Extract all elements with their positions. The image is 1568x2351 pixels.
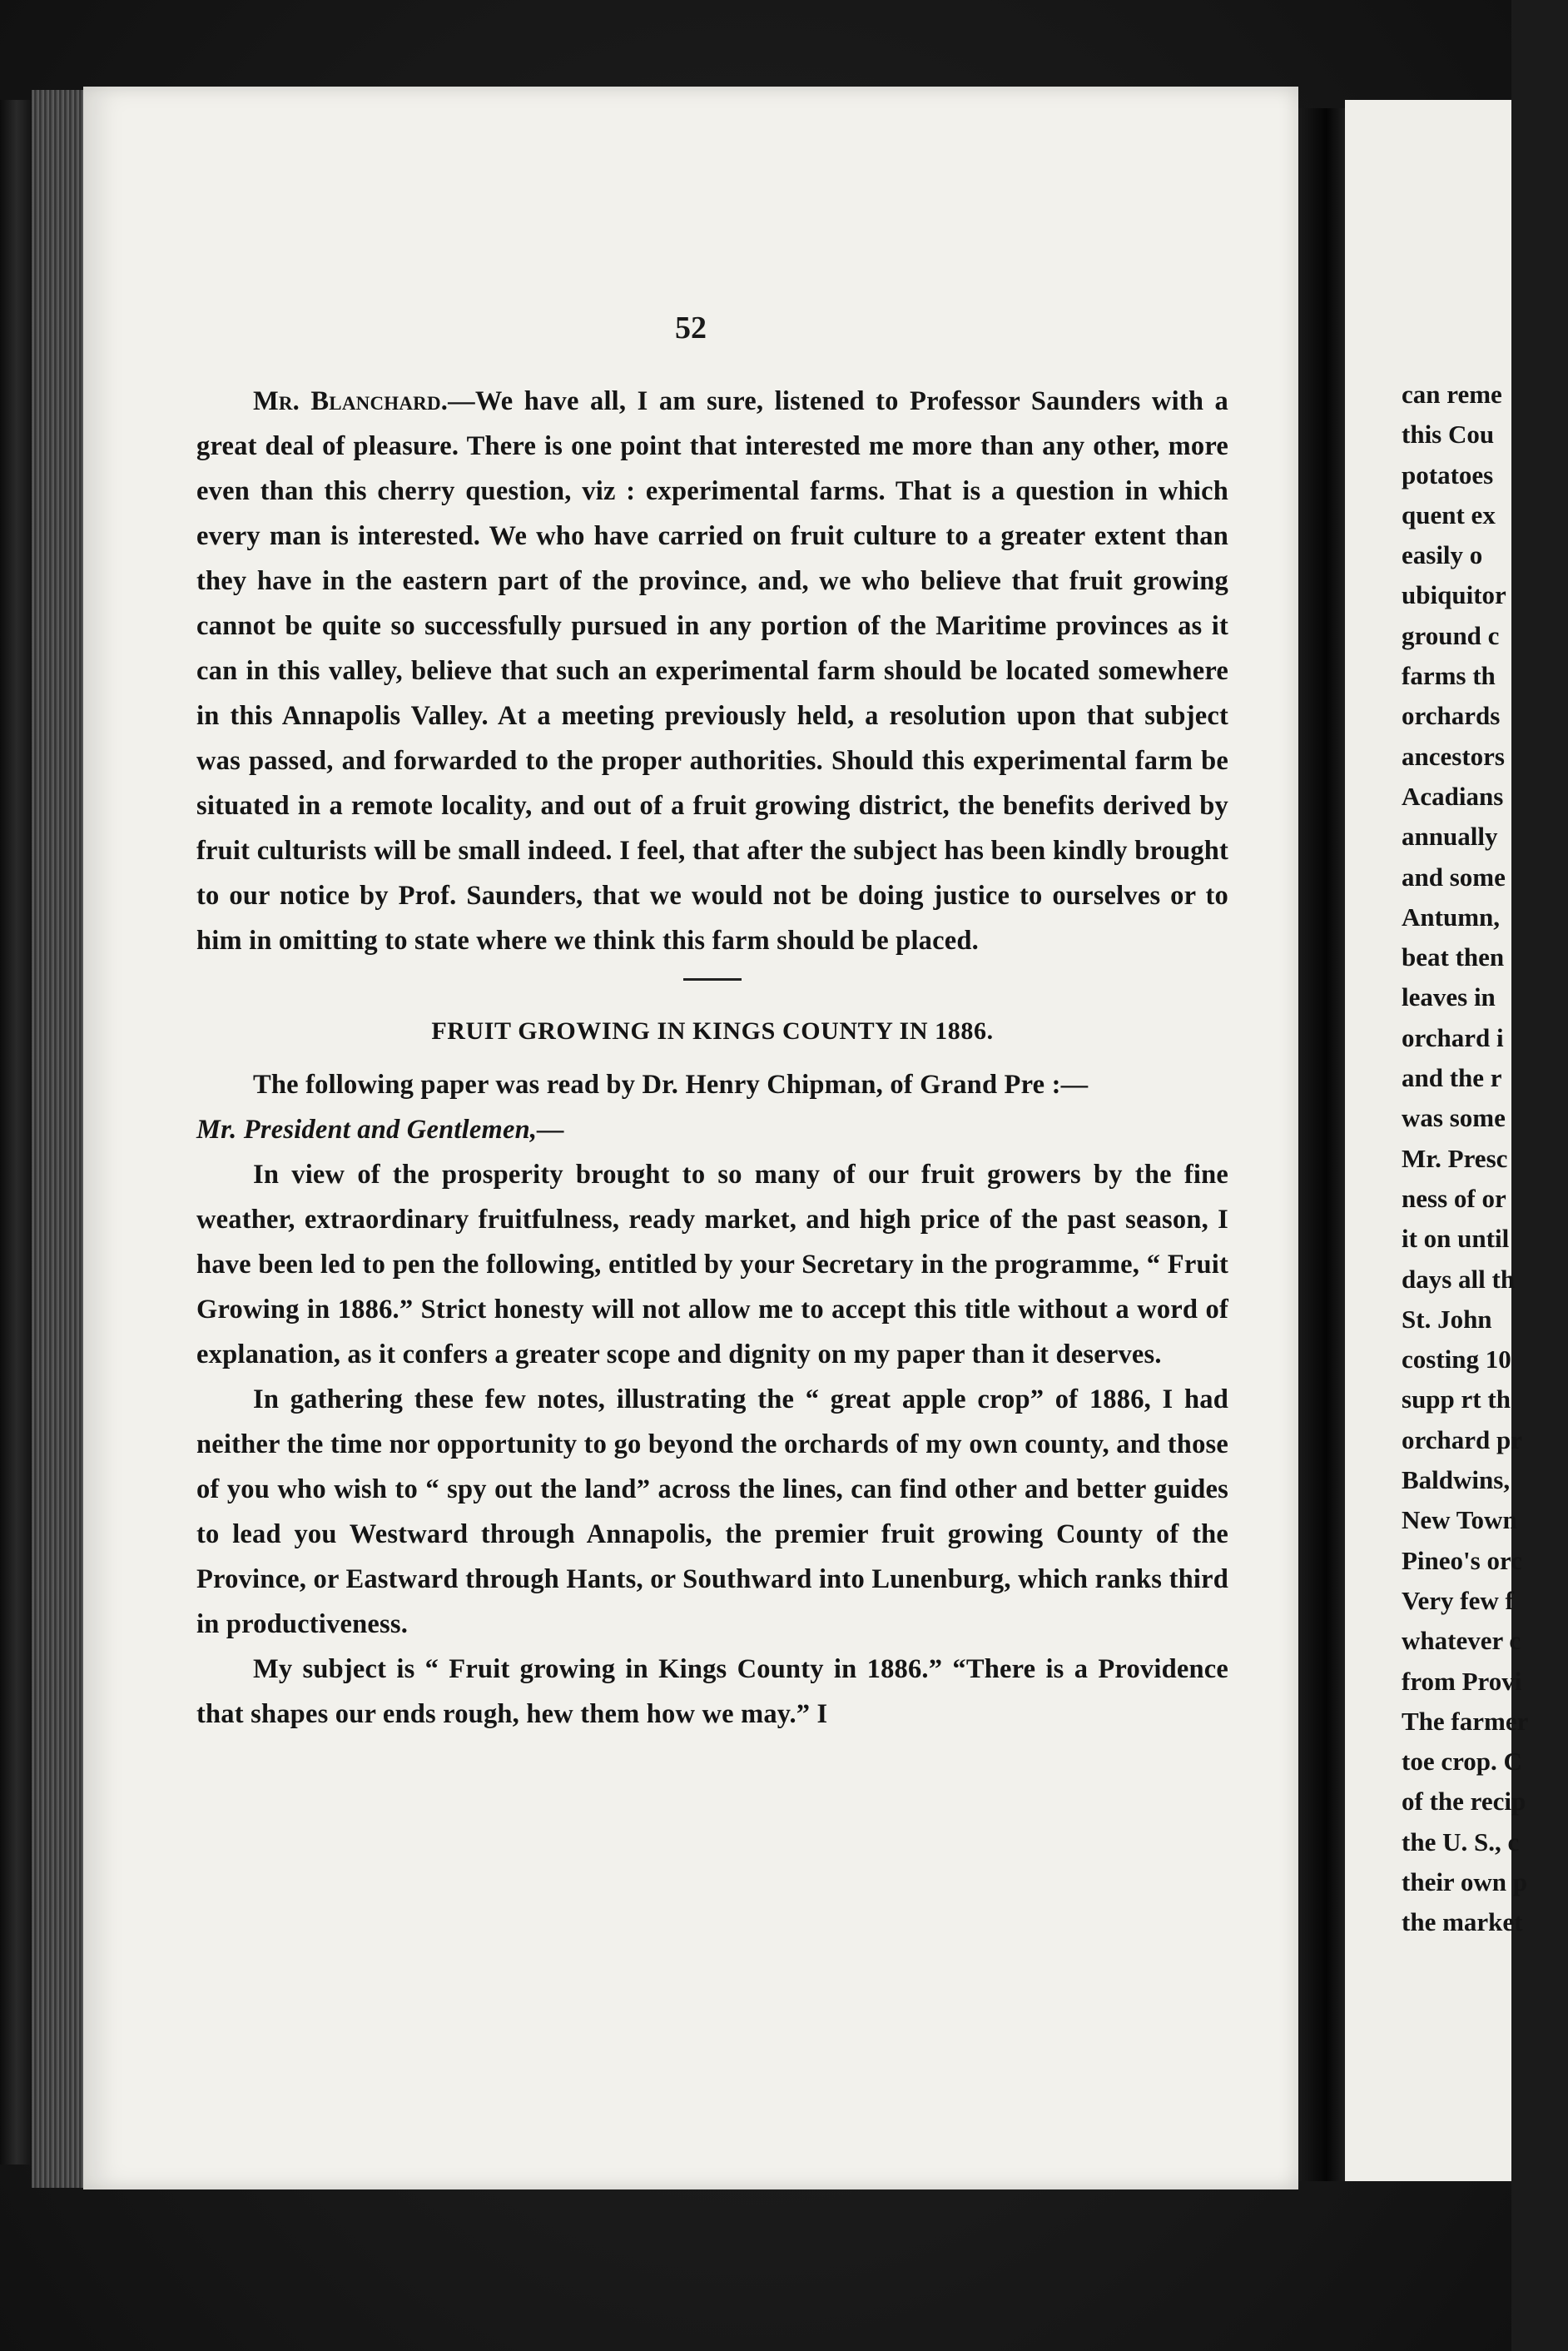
section-divider bbox=[683, 978, 742, 981]
facing-page-line: ancestors bbox=[1402, 741, 1505, 771]
page-text bbox=[196, 379, 1228, 1737]
page-edges bbox=[32, 90, 88, 2188]
facing-page-line: farms th bbox=[1402, 661, 1496, 691]
section-heading: FRUIT GROWING IN KINGS COUNTY IN 1886. bbox=[431, 1017, 994, 1045]
facing-page-line: and some bbox=[1402, 862, 1506, 892]
intro-paragraph: The following paper was read by Dr. Henry Chipman, of Grand Pre :— bbox=[253, 1070, 1089, 1100]
facing-page-line: orchards bbox=[1402, 701, 1501, 731]
facing-page-line: this Cou bbox=[1402, 420, 1495, 450]
facing-page-line: days all th bbox=[1402, 1264, 1516, 1294]
facing-page-line: annually bbox=[1402, 822, 1498, 852]
facing-page-line: their own p bbox=[1402, 1866, 1528, 1896]
facing-page-line: Baldwins, bbox=[1402, 1465, 1511, 1495]
facing-page-line: the U. S., c bbox=[1402, 1827, 1520, 1856]
facing-page-line: ubiquitor bbox=[1402, 580, 1506, 610]
facing-page-line: St. John bbox=[1402, 1304, 1492, 1334]
facing-page-line: Antumn, bbox=[1402, 902, 1501, 932]
blanchard-remarks: —We have all, I am sure, listened to Professor Saunders with a great deal of pleasure. There is one point that interested me more than any other, more even than this cherry question, viz : experimental farms. That is a question in which every man is interested. We who have carried on fruit culture to a greater extent than they have in the eastern part of the province, and, we who believe that fruit growing cannot be quite so successfully pursued in any portion of the Maritime provinces as it can in this valley, believe that such an experimental farm should be located somewhere in this Annapolis Valley. At a meeting previously held, a resolution upon that subject was passed, and forwarded to the proper authorities. Should this experimental farm be situated in a remote locality, and out of a fruit growing district, the benefits derived by fruit culturists will be small indeed. I feel, that after the subject has been kindly brought to our notice by Prof. Saunders, that we would not be doing justice to ourselves or to him in omitting to state where we think this farm should be placed. bbox=[196, 386, 1228, 956]
facing-page-line: orchard i bbox=[1402, 1022, 1504, 1052]
facing-page-line: Pineo's orc bbox=[1402, 1545, 1522, 1575]
facing-page-line: Acadians bbox=[1402, 781, 1504, 811]
paragraph-2: In gathering these few notes, illustrating the “ great apple crop” of 1886, I had neither the time nor opportunity to go beyond the orchards of my own county, and those of you who wish to “ spy out the land” across the lines, can find other and better guides to lead you Westward through Annapolis, the premier fruit growing County of the Province, or Eastward through Hants, or Southward into Lunenburg, which ranks third in productiveness. bbox=[196, 1384, 1228, 1639]
facing-page-line: can reme bbox=[1402, 380, 1502, 409]
facing-page-line: quent ex bbox=[1402, 500, 1496, 529]
facing-page-line: The farmer bbox=[1402, 1706, 1529, 1736]
facing-page-line: it on until bbox=[1402, 1224, 1510, 1254]
facing-page bbox=[1345, 100, 1529, 2181]
speaker-name: Mr. Blanchard. bbox=[253, 386, 449, 416]
facing-page-line: beat then bbox=[1402, 942, 1505, 972]
page-number: 52 bbox=[675, 311, 707, 345]
facing-page-line: orchard pr bbox=[1402, 1424, 1522, 1454]
facing-page-line: whatever c bbox=[1402, 1626, 1521, 1656]
facing-page-line: Mr. Presc bbox=[1402, 1143, 1508, 1173]
paragraph-3: My subject is “ Fruit growing in Kings County in 1886.” “There is a Providence that shapes our ends rough, hew them how we may.” I bbox=[196, 1654, 1228, 1729]
facing-page-line: New Town bbox=[1402, 1505, 1517, 1535]
salutation: Mr. President and Gentlemen,— bbox=[196, 1115, 564, 1145]
facing-page-line: Very few f bbox=[1402, 1585, 1514, 1615]
facing-page-line: supp rt th bbox=[1402, 1384, 1511, 1414]
blanchard-paragraph bbox=[196, 379, 1228, 963]
facing-page-line: of the recip bbox=[1402, 1787, 1526, 1817]
facing-page-line: toe crop. C bbox=[1402, 1747, 1522, 1777]
facing-page-line: and the r bbox=[1402, 1063, 1502, 1093]
facing-page-line: from Provi bbox=[1402, 1666, 1522, 1696]
facing-page-line: ness of or bbox=[1402, 1183, 1506, 1213]
paragraph-1: In view of the prosperity brought to so many of our fruit growers by the fine weather, extraordinary fruitfulness, ready market, and high price of the past season, I have been led to pen the following, entitled by your Secretary in the programme, “ Fruit Growing in 1886.” Strict honesty will not allow me to accept this title without a word of explanation, as it confers a greater scope and dignity on my paper than it deserves. bbox=[196, 1160, 1228, 1369]
facing-page-line: costing 10 bbox=[1402, 1344, 1511, 1374]
book-spine bbox=[0, 100, 33, 2165]
facing-page-text bbox=[1402, 375, 1568, 1943]
facing-page-line: the market bbox=[1402, 1907, 1523, 1937]
book-gutter bbox=[1298, 108, 1345, 2181]
facing-page-line: easily o bbox=[1402, 540, 1483, 570]
facing-page-line: potatoes bbox=[1402, 460, 1494, 490]
facing-page-line: leaves in bbox=[1402, 982, 1496, 1012]
facing-page-line: was some bbox=[1402, 1103, 1506, 1133]
facing-page-line: ground c bbox=[1402, 620, 1500, 650]
